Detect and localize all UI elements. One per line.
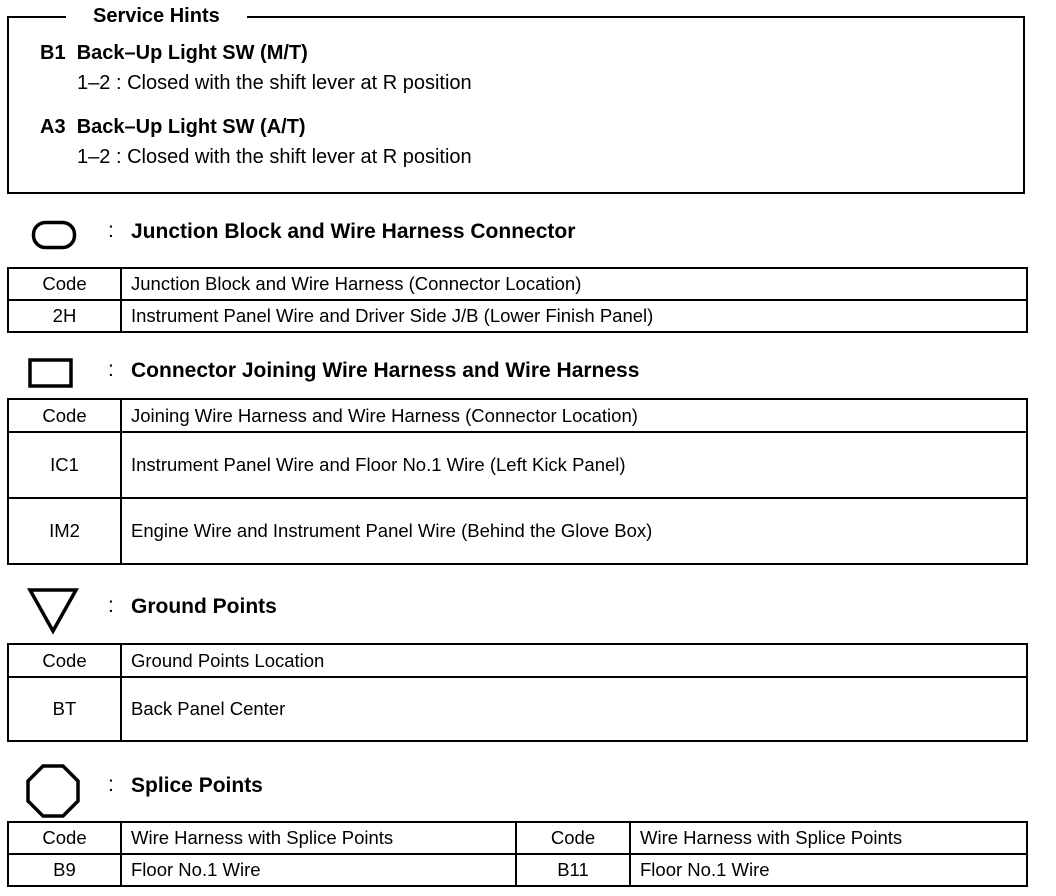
connector-colon: : [108, 358, 114, 381]
column-header-location: Ground Points Location [121, 644, 1027, 677]
column-header-code: Code [8, 399, 121, 432]
ground-colon: : [108, 594, 114, 617]
hint-a3-id: A3 [40, 116, 66, 138]
hint-b1-title [40, 41, 308, 65]
column-header-wire-harness-2: Wire Harness with Splice Points [630, 822, 1027, 854]
row-code: B9 [8, 854, 121, 886]
column-header-wire-harness: Wire Harness with Splice Points [121, 822, 516, 854]
row-code: IM2 [8, 498, 121, 564]
hint-a3-line: 1–2 : Closed with the shift lever at R position [77, 146, 472, 168]
hint-a3-title [40, 115, 306, 139]
octagon-icon [26, 764, 80, 818]
row-code: IC1 [8, 432, 121, 498]
ground-section-label: Ground Points [131, 595, 277, 618]
table-row [8, 300, 1027, 332]
column-header-location: Junction Block and Wire Harness (Connector Location) [121, 268, 1027, 300]
rectangle-icon [28, 358, 74, 388]
table-row [8, 677, 1027, 741]
hint-b1-id: B1 [40, 42, 66, 64]
column-header-location: Joining Wire Harness and Wire Harness (Connector Location) [121, 399, 1027, 432]
splice-colon: : [108, 773, 114, 796]
inverted-triangle-icon [27, 587, 79, 635]
column-header-code: Code [8, 822, 121, 854]
column-header-code: Code [8, 644, 121, 677]
row-code-2: B11 [516, 854, 630, 886]
service-hints-title: Service Hints [66, 4, 247, 28]
table-header-row [8, 644, 1027, 677]
row-desc-2: Floor No.1 Wire [630, 854, 1027, 886]
connector-section-label: Connector Joining Wire Harness and Wire Harness [131, 359, 640, 382]
table-header-row [8, 399, 1027, 432]
row-code: BT [8, 677, 121, 741]
hint-a3-desc: Closed with the shift lever at R position [127, 146, 472, 168]
table-header-row [8, 268, 1027, 300]
junction-colon: : [108, 219, 114, 242]
column-header-code-2: Code [516, 822, 630, 854]
column-header-code: Code [8, 268, 121, 300]
table-row [8, 854, 1027, 886]
row-desc: Instrument Panel Wire and Floor No.1 Wire (Left Kick Panel) [121, 432, 1027, 498]
row-desc: Instrument Panel Wire and Driver Side J/B (Lower Finish Panel) [121, 300, 1027, 332]
row-desc: Engine Wire and Instrument Panel Wire (Behind the Glove Box) [121, 498, 1027, 564]
hint-a3-name: Back–Up Light SW (A/T) [76, 116, 306, 138]
junction-table [7, 267, 1028, 333]
splice-table [7, 821, 1028, 887]
hint-b1-desc: Closed with the shift lever at R position [127, 72, 472, 94]
table-row [8, 498, 1027, 564]
row-code: 2H [8, 300, 121, 332]
table-row [8, 432, 1027, 498]
ground-table [7, 643, 1028, 742]
junction-section-label: Junction Block and Wire Harness Connector [131, 220, 576, 243]
row-desc: Back Panel Center [121, 677, 1027, 741]
hint-a3-pins: 1–2 [77, 146, 111, 168]
splice-section-label: Splice Points [131, 774, 263, 797]
hint-b1-name: Back–Up Light SW (M/T) [76, 42, 308, 64]
table-header-row [8, 822, 1027, 854]
row-desc: Floor No.1 Wire [121, 854, 516, 886]
rounded-rectangle-icon [31, 219, 77, 251]
connector-table [7, 398, 1028, 565]
hint-b1-line: 1–2 : Closed with the shift lever at R position [77, 72, 472, 94]
hint-b1-pins: 1–2 [77, 72, 111, 94]
